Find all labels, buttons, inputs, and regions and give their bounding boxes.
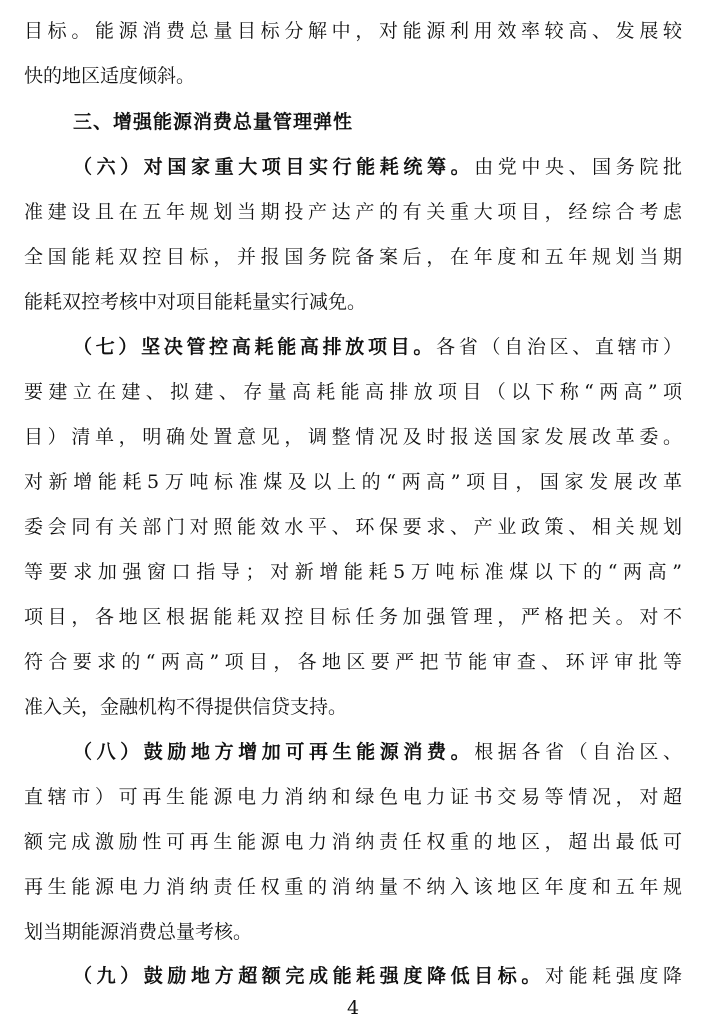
paragraph-line: 要建立在建、拟建、存量高耗能高排放项目（以下称“两高”项 bbox=[24, 381, 682, 403]
paragraph-lead: （七）坚决管控高耗能高排放项目。 bbox=[73, 336, 437, 358]
page-number: 4 bbox=[346, 997, 360, 1019]
paragraph-line: 准建设且在五年规划当期投产达产的有关重大项目，经综合考虑 bbox=[24, 201, 682, 223]
paragraph-line bbox=[73, 961, 682, 991]
paragraph-line: 直辖市）可再生能源电力消纳和绿色电力证书交易等情况，对超 bbox=[24, 786, 682, 808]
paragraph-line bbox=[73, 152, 682, 182]
paragraph-line bbox=[73, 737, 682, 767]
paragraph-line bbox=[73, 332, 682, 362]
paragraph-line: 对新增能耗5万吨标准煤及以上的“两高”项目，国家发展改革 bbox=[24, 471, 682, 493]
paragraph-line: 符合要求的“两高”项目，各地区要严把节能审查、环评审批等 bbox=[24, 651, 682, 673]
paragraph-line: 能耗双控考核中对项目能耗量实行减免。 bbox=[24, 291, 367, 313]
paragraph-lead: （九）鼓励地方超额完成能耗强度降低目标。 bbox=[73, 965, 545, 987]
paragraph-line: 目）清单，明确处置意见，调整情况及时报送国家发展改革委。 bbox=[24, 426, 682, 448]
paragraph-text: 根据各省（自治区、 bbox=[474, 741, 682, 763]
paragraph-lead: （六）对国家重大项目实行能耗统筹。 bbox=[73, 156, 475, 178]
paragraph-line: 项目，各地区根据能耗双控目标任务加强管理，严格把关。对不 bbox=[24, 606, 682, 628]
paragraph-line: 快的地区适度倾斜。 bbox=[24, 65, 196, 87]
paragraph-lead: （八）鼓励地方增加可再生能源消费。 bbox=[73, 741, 475, 763]
paragraph-line: 划当期能源消费总量考核。 bbox=[24, 921, 253, 943]
paragraph-line: 额完成激励性可再生能源电力消纳责任权重的地区，超出最低可 bbox=[24, 831, 682, 853]
paragraph-line: 委会同有关部门对照能效水平、环保要求、产业政策、相关规划 bbox=[24, 516, 682, 538]
paragraph-line: 等要求加强窗口指导；对新增能耗5万吨标准煤以下的“两高” bbox=[24, 561, 682, 583]
paragraph-line: 全国能耗双控目标，并报国务院备案后，在年度和五年规划当期 bbox=[24, 246, 682, 268]
paragraph-text: 对能耗强度降 bbox=[544, 965, 682, 987]
paragraph-line: 再生能源电力消纳责任权重的消纳量不纳入该地区年度和五年规 bbox=[24, 876, 682, 898]
section-heading: 三、增强能源消费总量管理弹性 bbox=[73, 111, 354, 133]
paragraph-text: 各省（自治区、直辖市） bbox=[436, 336, 682, 358]
paragraph-text: 由党中央、国务院批 bbox=[474, 156, 682, 178]
paragraph-line: 准入关，金融机构不得提供信贷支持。 bbox=[24, 696, 348, 718]
paragraph-line: 目标。能源消费总量目标分解中，对能源利用效率较高、发展较 bbox=[24, 20, 682, 42]
